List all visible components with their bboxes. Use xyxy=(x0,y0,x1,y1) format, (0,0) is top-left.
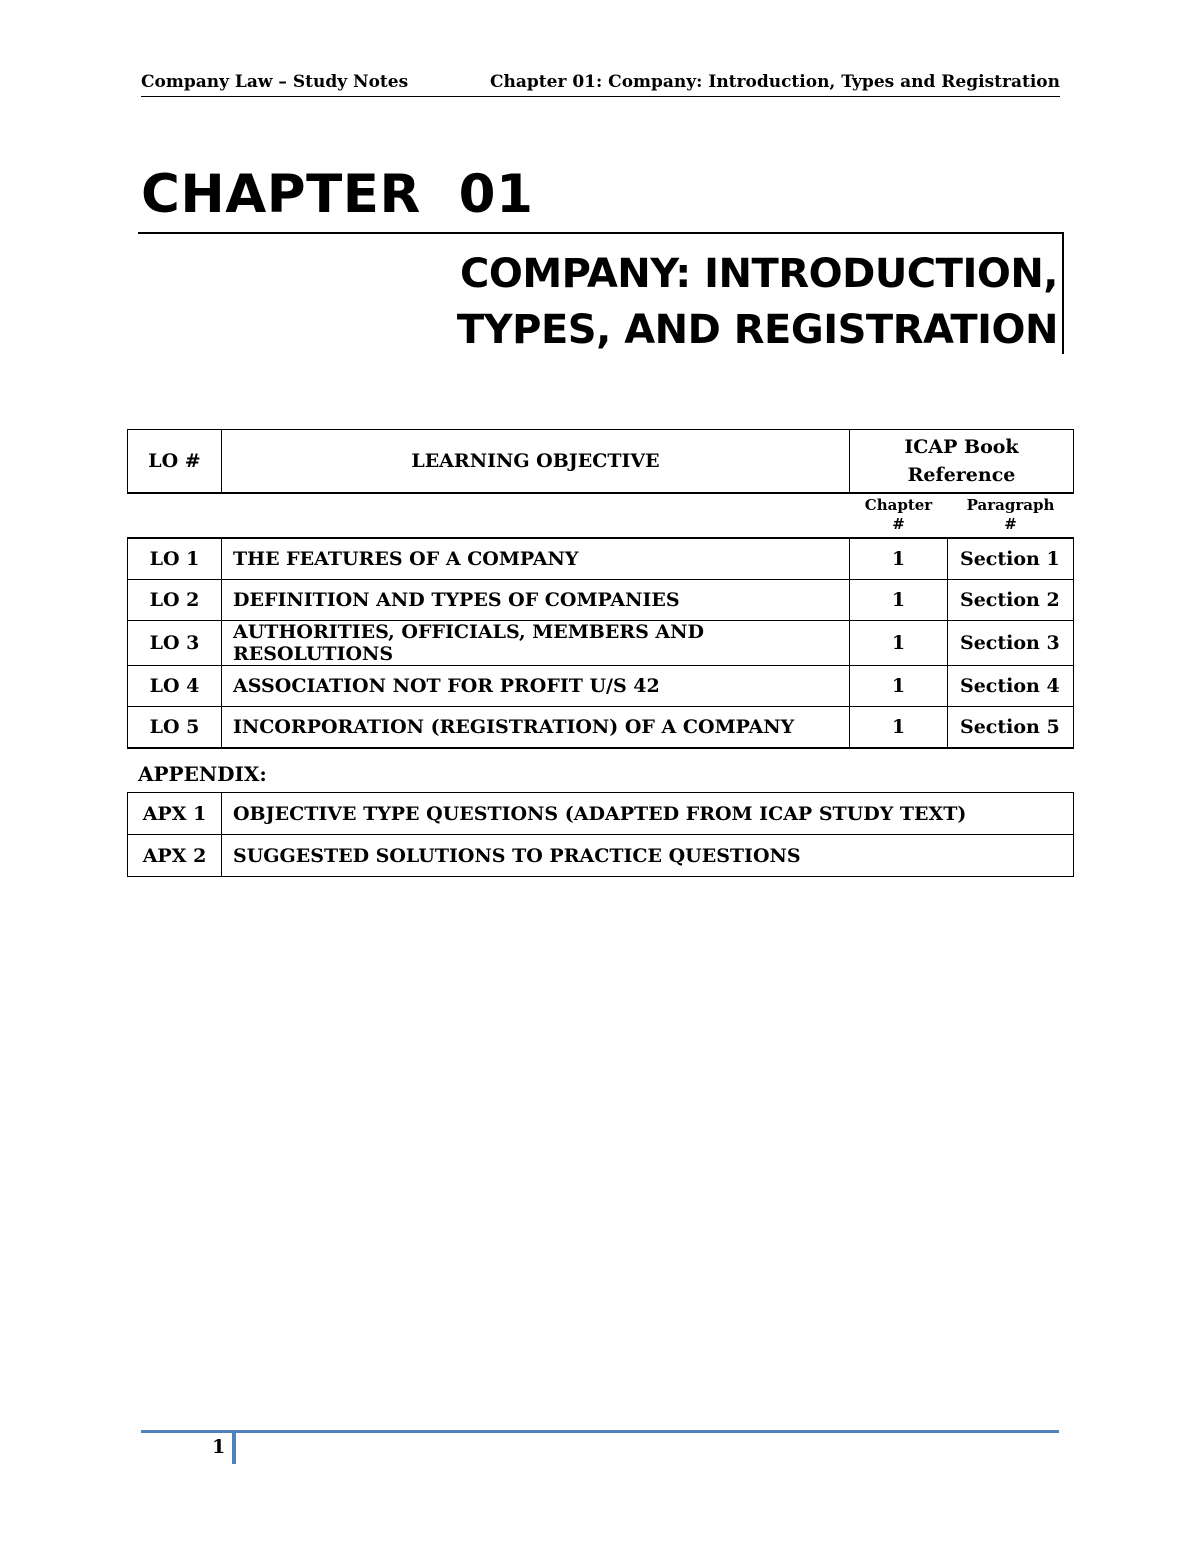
lo-objective: THE FEATURES OF A COMPANY xyxy=(222,538,850,580)
chapter-label: CHAPTER 01 xyxy=(141,164,534,225)
lo-code: LO 2 xyxy=(128,580,222,621)
header-chapter-title: Chapter 01: Company: Introduction, Types and Registration xyxy=(489,72,1060,92)
lo-objective: DEFINITION AND TYPES OF COMPANIES xyxy=(222,580,850,621)
footer-vertical-divider xyxy=(232,1430,236,1464)
lo-code: LO 4 xyxy=(128,666,222,707)
column-header-reference: ICAP Book Reference xyxy=(850,430,1074,494)
chapter-divider xyxy=(138,232,1064,234)
lo-section: Section 1 xyxy=(948,538,1074,580)
table-row xyxy=(128,666,1074,707)
appendix-description: SUGGESTED SOLUTIONS TO PRACTICE QUESTIONS xyxy=(222,835,1074,877)
running-header xyxy=(141,70,1060,97)
page-number: 1 xyxy=(212,1436,226,1458)
table-subheader-row xyxy=(128,493,1074,538)
lo-chapter: 1 xyxy=(850,580,948,621)
appendix-description: OBJECTIVE TYPE QUESTIONS (ADAPTED FROM ICAP STUDY TEXT) xyxy=(222,793,1074,835)
lo-section: Section 4 xyxy=(948,666,1074,707)
appendix-code: APX 1 xyxy=(128,793,222,835)
appendix-label: APPENDIX: xyxy=(138,762,267,786)
lo-chapter: 1 xyxy=(850,621,948,666)
column-header-lo: LO # xyxy=(128,430,222,494)
lo-section: Section 5 xyxy=(948,707,1074,749)
table-row xyxy=(128,580,1074,621)
table-row xyxy=(128,621,1074,666)
lo-chapter: 1 xyxy=(850,707,948,749)
table-row xyxy=(128,793,1074,835)
lo-objective: INCORPORATION (REGISTRATION) OF A COMPANY xyxy=(222,707,850,749)
lo-code: LO 5 xyxy=(128,707,222,749)
lo-chapter: 1 xyxy=(850,538,948,580)
lo-chapter: 1 xyxy=(850,666,948,707)
table-row xyxy=(128,835,1074,877)
lo-section: Section 2 xyxy=(948,580,1074,621)
lo-code: LO 3 xyxy=(128,621,222,666)
chapter-vertical-divider xyxy=(1062,232,1064,354)
lo-code: LO 1 xyxy=(128,538,222,580)
appendix-code: APX 2 xyxy=(128,835,222,877)
subheader-paragraph: Paragraph # xyxy=(948,493,1074,538)
chapter-title xyxy=(457,246,1058,358)
header-book-title: Company Law – Study Notes xyxy=(141,72,409,92)
subheader-chapter: Chapter # xyxy=(850,493,948,538)
lo-objective: AUTHORITIES, OFFICIALS, MEMBERS AND RESOLUTIONS xyxy=(222,621,850,666)
chapter-title-line-1: COMPANY: INTRODUCTION, xyxy=(460,251,1058,297)
learning-objectives-table xyxy=(127,429,1074,749)
footer-divider xyxy=(141,1430,1059,1433)
chapter-title-line-2: TYPES, AND REGISTRATION xyxy=(456,307,1058,353)
column-header-objective: LEARNING OBJECTIVE xyxy=(222,430,850,494)
lo-section: Section 3 xyxy=(948,621,1074,666)
table-header-row xyxy=(128,430,1074,494)
appendix-table xyxy=(127,792,1074,877)
lo-objective: ASSOCIATION NOT FOR PROFIT U/S 42 xyxy=(222,666,850,707)
table-row xyxy=(128,707,1074,749)
table-row xyxy=(128,538,1074,580)
